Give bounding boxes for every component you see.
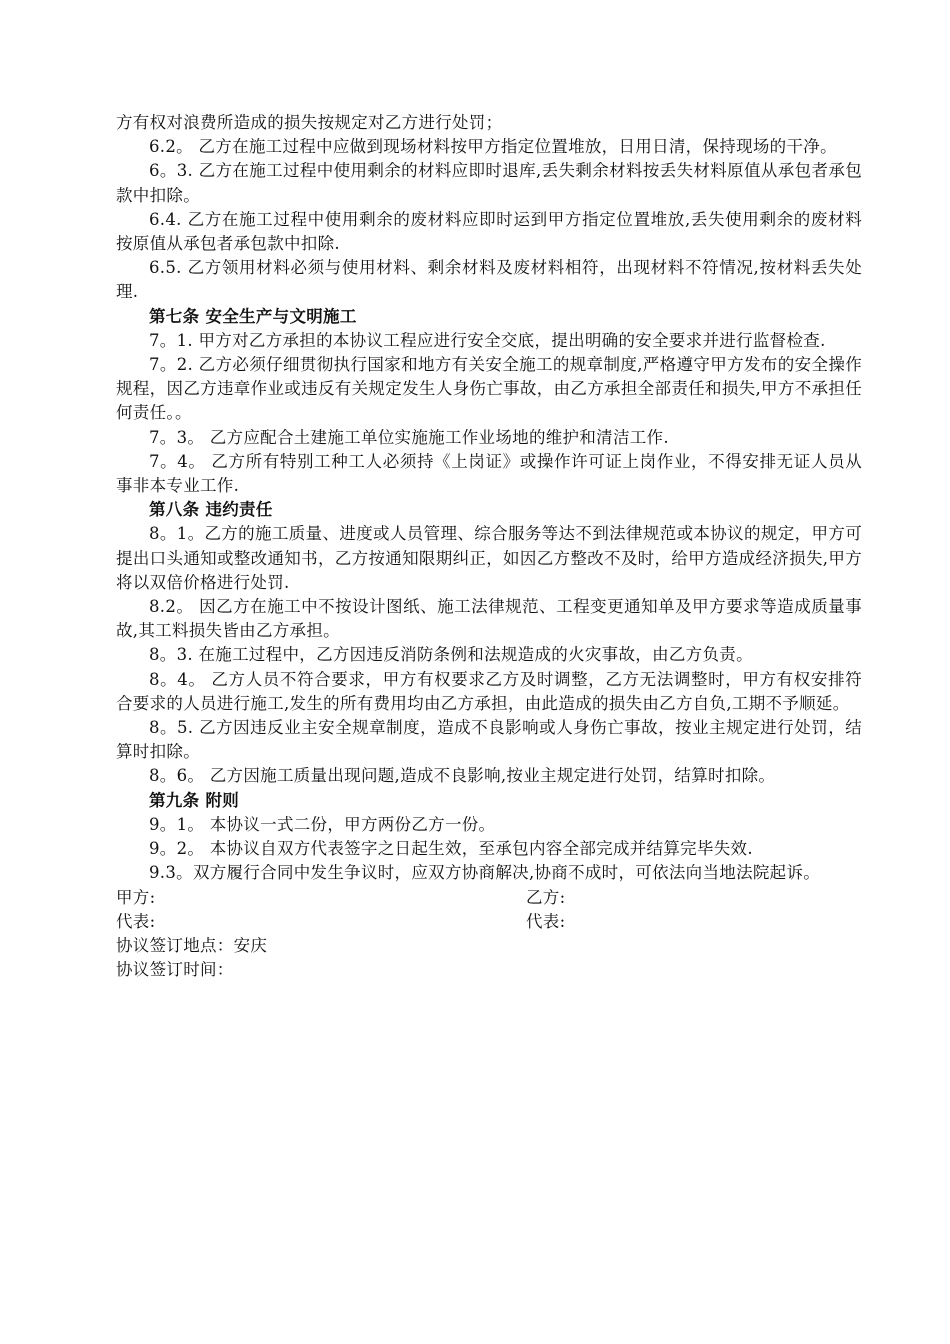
- clause-7-3: 7。3。 乙方应配合土建施工单位实施施工作业场地的维护和清洁工作.: [149, 427, 669, 447]
- contract-page: [116, 111, 862, 982]
- clause-7-1: 7。1. 甲方对乙方承担的本协议工程应进行安全交底，提出明确的安全要求并进行监督检查.: [149, 330, 826, 350]
- signature-row-parties: [116, 886, 862, 910]
- clause-9-2: 9。2。 本协议自双方代表签字之日起生效，至承包内容全部完成并结算完毕失效.: [149, 839, 753, 859]
- signature-row-representatives: [116, 910, 862, 934]
- article-7-heading: 第七条 安全生产与文明施工: [149, 306, 357, 326]
- signing-place: 协议签订地点：安庆: [116, 935, 268, 955]
- clause-7-2: 7。2. 乙方必须仔细贯彻执行国家和地方有关安全施工的规章制度,严格遵守甲方发布的安全操作规程，因乙方违章作业或违反有关规定发生人身伤亡事故，由乙方承担全部责任和损失,甲方不承担任何责任。。: [116, 355, 862, 423]
- clause-9-1: 9。1。 本协议一式二份，甲方两份乙方一份。: [149, 814, 496, 834]
- clause-8-4: 8。4。 乙方人员不符合要求，甲方有权要求乙方及时调整，乙方无法调整时，甲方有权安排符合要求的人员进行施工,发生的所有费用均由乙方承担，由此造成的损失由乙方自负,工期不予顺延。: [116, 669, 862, 713]
- clause-8-1: 8。1。乙方的施工质量、进度或人员管理、综合服务等达不到法律规范或本协议的规定，甲方可提出口头通知或整改通知书，乙方按通知限期纠正，如因乙方整改不及时，给甲方造成经济损失,甲方将以双倍价格进行处罚.: [116, 524, 862, 592]
- party-a-representative-label: 代表:: [116, 911, 156, 931]
- party-b-representative-label: 代表:: [526, 911, 566, 931]
- clause-8-5: 8。5. 乙方因违反业主安全规章制度，造成不良影响或人身伤亡事故，按业主规定进行处罚，结算时扣除。: [116, 718, 862, 762]
- clause-9-3: 9.3。双方履行合同中发生争议时，应双方协商解决,协商不成时，可依法向当地法院起诉。: [149, 863, 821, 883]
- clause-6-3: 6。3. 乙方在施工过程中使用剩余的材料应即时退库,丢失剩余材料按丢失材料原值从承包者承包款中扣除。: [116, 161, 862, 205]
- clause-6-2: 6.2。 乙方在施工过程中应做到现场材料按甲方指定位置堆放，日用日清，保持现场的干净。: [149, 137, 837, 157]
- article-8-heading: 第八条 违约责任: [149, 500, 273, 520]
- clause-6-5: 6.5. 乙方领用材料必须与使用材料、剩余材料及废材料相符，出现材料不符情况,按材料丢失处理.: [116, 258, 862, 302]
- clause-6-4: 6.4. 乙方在施工过程中使用剩余的废材料应即时运到甲方指定位置堆放,丢失使用剩余的废材料按原值从承包者承包款中扣除.: [116, 209, 862, 254]
- signing-time: 协议签订时间：: [116, 960, 234, 980]
- clause-8-2: 8.2。 因乙方在施工中不按设计图纸、施工法律规范、工程变更通知单及甲方要求等造成质量事故,其工料损失皆由乙方承担。: [116, 597, 862, 641]
- continuation-paragraph: 方有权对浪费所造成的损失按规定对乙方进行处罚；: [116, 113, 503, 132]
- article-9-heading: 第九条 附则: [149, 790, 240, 810]
- clause-8-6: 8。6。 乙方因施工质量出现问题,造成不良影响,按业主规定进行处罚，结算时扣除。: [149, 766, 776, 786]
- clause-7-4: 7。4。 乙方所有特别工种工人必须持《上岗证》或操作许可证上岗作业，不得安排无证人员从事非本专业工作.: [116, 451, 862, 496]
- party-b-label: 乙方:: [526, 887, 566, 907]
- clause-8-3: 8。3. 在施工过程中，乙方因违反消防条例和法规造成的火灾事故，由乙方负责。: [149, 645, 753, 665]
- party-a-label: 甲方:: [116, 887, 156, 907]
